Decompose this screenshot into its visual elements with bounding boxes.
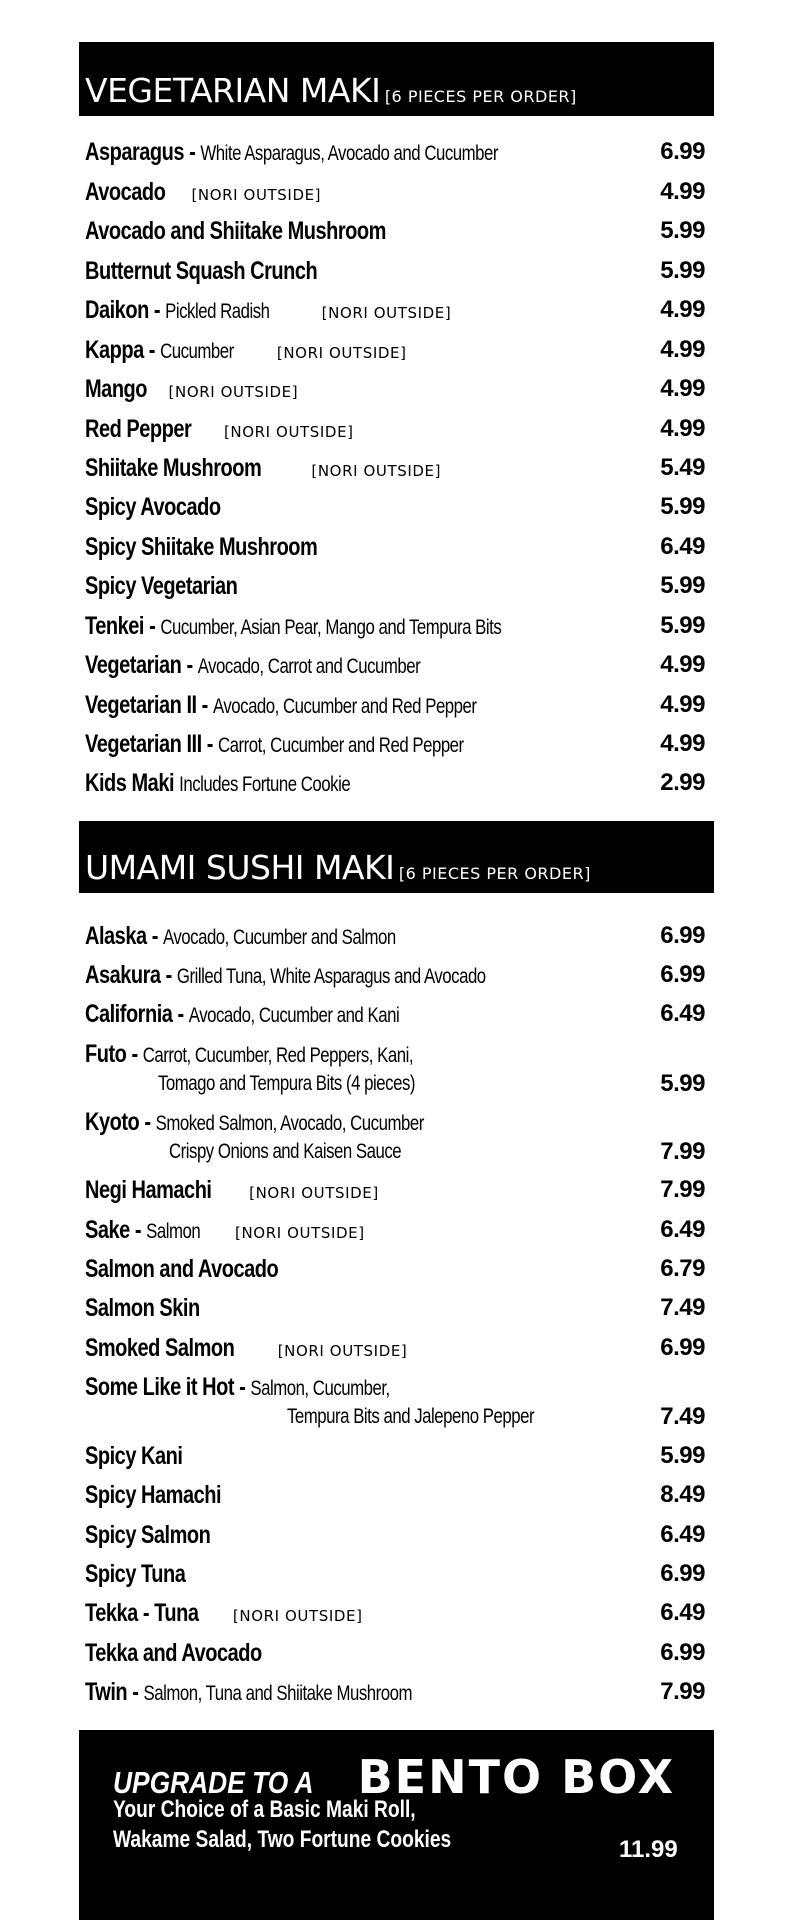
section-title: VEGETARIAN MAKI — [85, 71, 381, 110]
menu-item — [85, 177, 705, 215]
menu-item-name: Vegetarian — [85, 651, 182, 679]
menu-item-price: 7.99 — [660, 1138, 705, 1165]
menu-item — [85, 650, 705, 688]
menu-item-line — [85, 768, 417, 802]
nori-outside-note: [NORI OUTSIDE] — [276, 344, 407, 362]
menu-item-name: Alaska — [85, 922, 147, 950]
menu-item — [85, 1480, 705, 1518]
menu-item-price: 6.99 — [660, 1334, 705, 1361]
menu-item-text — [85, 177, 165, 211]
menu-item-line — [85, 374, 298, 408]
menu-item-line — [85, 1441, 207, 1475]
menu-item-line — [85, 414, 354, 448]
bento-box-panel — [79, 1730, 714, 1920]
menu-item-separator: - — [160, 961, 177, 989]
menu-item-separator: - — [201, 730, 219, 758]
menu-item-name: Asakura — [85, 961, 161, 989]
menu-item-line — [85, 532, 375, 566]
menu-item — [85, 768, 705, 806]
menu-item-description: Salmon — [146, 1220, 201, 1243]
menu-item-description: Tempura Bits and Jalepeno Pepper — [287, 1405, 535, 1428]
menu-item-separator: - — [144, 612, 161, 640]
menu-item-line — [85, 1677, 494, 1711]
menu-item-separator: - — [196, 691, 213, 719]
menu-item-description: Cucumber, Asian Pear, Mango and Tempura Bits — [160, 616, 502, 639]
menu-item-name: Vegetarian III — [85, 730, 202, 758]
menu-item-price: 6.49 — [660, 1521, 705, 1548]
bento-description-text: Your Choice of a Basic Maki Roll, — [113, 1796, 416, 1823]
menu-item-price: 4.99 — [660, 415, 705, 442]
menu-item-line — [85, 1107, 509, 1141]
menu-item — [85, 1293, 705, 1331]
menu-item-text — [85, 1333, 234, 1367]
menu-item-name: Spicy Hamachi — [85, 1481, 222, 1509]
menu-item-text — [85, 1520, 210, 1554]
menu-item-line — [85, 690, 574, 724]
menu-item-name: Spicy Kani — [85, 1442, 183, 1470]
menu-item-price: 6.49 — [660, 1599, 705, 1626]
menu-item-description: Cucumber — [160, 340, 234, 363]
menu-item-description: Grilled Tuna, White Asparagus and Avocado — [176, 965, 486, 988]
menu-item-text — [85, 1175, 212, 1209]
menu-item — [85, 374, 705, 412]
menu-item-line — [85, 1598, 363, 1632]
menu-item-text — [85, 690, 477, 724]
nori-outside-note: [NORI OUTSIDE] — [223, 423, 354, 441]
menu-item-description-line-2 — [158, 1069, 479, 1101]
menu-item-name: Spicy Vegetarian — [85, 572, 238, 600]
menu-item-line — [85, 921, 473, 955]
menu-item — [85, 1107, 705, 1175]
menu-item-name: Shiitake Mushroom — [85, 454, 262, 482]
menu-item-price: 6.99 — [660, 961, 705, 988]
menu-item-name: Spicy Shiitake Mushroom — [85, 533, 318, 561]
menu-item-price: 7.49 — [660, 1403, 705, 1430]
menu-item-price: 5.99 — [660, 1442, 705, 1469]
menu-item-text — [85, 216, 386, 250]
menu-item-text — [85, 374, 147, 408]
menu-item-text — [85, 256, 317, 290]
menu-item-name: California — [85, 1000, 173, 1028]
menu-item-line — [85, 1293, 228, 1327]
menu-item — [85, 1333, 705, 1371]
menu-item-separator: - — [139, 1108, 156, 1136]
bento-description-text: Wakame Salad, Two Fortune Cookies — [113, 1826, 452, 1853]
menu-item-line — [85, 1638, 306, 1672]
menu-item-description: Avocado, Cucumber and Salmon — [162, 926, 396, 949]
umami-sushi-maki-title-row — [85, 848, 591, 887]
menu-item-separator: - — [148, 296, 166, 324]
menu-item-price: 6.99 — [660, 922, 705, 949]
bento-title: BENTO BOX — [357, 1750, 676, 1804]
menu-item-separator: - — [184, 138, 201, 166]
menu-item — [85, 1638, 705, 1676]
menu-item-name: Some Like it Hot — [85, 1373, 235, 1401]
menu-item — [85, 1254, 705, 1292]
menu-item-separator: - — [234, 1373, 251, 1401]
menu-item — [85, 216, 705, 254]
menu-item-line — [85, 729, 558, 763]
nori-outside-note: [NORI OUTSIDE] — [277, 1342, 408, 1360]
menu-item-description: Carrot, Cucumber, Red Peppers, Kani, — [142, 1044, 414, 1067]
menu-item-description: Pickled Radish — [165, 300, 270, 323]
menu-item — [85, 137, 705, 175]
menu-item-name: Avocado and Shiitake Mushroom — [85, 217, 386, 245]
menu-item-price: 5.99 — [660, 1070, 705, 1097]
menu-item-price: 7.99 — [660, 1176, 705, 1203]
menu-item-price: 8.49 — [660, 1481, 705, 1508]
menu-item-description: Avocado, Cucumber and Red Pepper — [212, 695, 477, 718]
menu-item — [85, 256, 705, 294]
nori-outside-note: [NORI OUTSIDE] — [232, 1607, 363, 1625]
menu-item-text — [85, 295, 270, 329]
menu-item — [85, 611, 705, 649]
menu-item-price: 5.99 — [660, 572, 705, 599]
menu-item-name: Vegetarian II — [85, 691, 197, 719]
menu-item — [85, 1598, 705, 1636]
menu-item-description: Avocado, Carrot and Cucumber — [197, 655, 421, 678]
menu-item-description: Avocado, Cucumber and Kani — [188, 1004, 400, 1027]
menu-item-text — [85, 1559, 185, 1593]
menu-item-price: 6.99 — [660, 1639, 705, 1666]
menu-item-separator: - — [127, 1678, 144, 1706]
menu-item-line — [85, 611, 605, 645]
menu-item-line — [85, 453, 441, 487]
menu-item-line — [85, 1254, 327, 1288]
menu-item — [85, 532, 705, 570]
menu-item-price: 4.99 — [660, 336, 705, 363]
menu-item-line — [85, 960, 586, 994]
menu-item-name: Smoked Salmon — [85, 1334, 235, 1362]
menu-item-separator: - — [129, 1216, 147, 1244]
menu-item — [85, 960, 705, 998]
menu-item-line — [85, 335, 407, 369]
menu-item-line — [85, 1520, 242, 1554]
menu-item — [85, 690, 705, 728]
menu-item-line — [85, 650, 504, 684]
umami-sushi-maki-header — [79, 821, 714, 893]
menu-item-name: Twin — [85, 1678, 128, 1706]
menu-item-price: 4.99 — [660, 730, 705, 757]
menu-item-price: 6.79 — [660, 1255, 705, 1282]
menu-item-price: 4.99 — [660, 296, 705, 323]
menu-item-name: Negi Hamachi — [85, 1176, 212, 1204]
menu-item — [85, 1677, 705, 1715]
menu-item-name: Spicy Salmon — [85, 1521, 211, 1549]
menu-item-price: 6.49 — [660, 1216, 705, 1243]
nori-outside-note: [NORI OUTSIDE] — [249, 1184, 379, 1202]
menu-item-text — [85, 1039, 413, 1073]
menu-item-text — [85, 611, 501, 645]
menu-item-price: 7.49 — [660, 1294, 705, 1321]
menu-item-text — [85, 1480, 221, 1514]
menu-item-text — [85, 453, 261, 487]
menu-item — [85, 571, 705, 609]
menu-item-line — [85, 1039, 495, 1073]
menu-item-separator: - — [172, 1000, 189, 1028]
nori-outside-note: [NORI OUTSIDE] — [311, 462, 442, 480]
menu-item-separator: - — [146, 922, 163, 950]
menu-item-description-line-2 — [287, 1402, 596, 1434]
menu-item — [85, 1559, 705, 1597]
menu-item-name: Salmon Skin — [85, 1294, 200, 1322]
menu-item-line — [85, 1372, 466, 1406]
menu-item-price: 7.99 — [660, 1678, 705, 1705]
menu-item-text — [85, 532, 317, 566]
menu-item-text — [85, 492, 221, 526]
menu-item-line — [85, 571, 276, 605]
menu-item — [85, 335, 705, 373]
menu-item-price: 5.99 — [660, 493, 705, 520]
menu-item-description: Includes Fortune Cookie — [179, 773, 351, 796]
menu-item-price: 6.99 — [660, 138, 705, 165]
menu-item-line — [85, 1559, 211, 1593]
menu-item-text — [85, 650, 420, 684]
menu-item — [85, 1215, 705, 1253]
menu-item-text — [85, 1293, 200, 1327]
bento-lead: UPGRADE TO A — [113, 1765, 314, 1800]
menu-item-description: Crispy Onions and Kaisen Sauce — [169, 1140, 402, 1163]
menu-item — [85, 1372, 705, 1440]
menu-item-description-line-2 — [169, 1137, 459, 1169]
menu-item-price: 4.99 — [660, 375, 705, 402]
menu-item — [85, 729, 705, 767]
menu-item-text — [85, 1638, 262, 1672]
menu-item-name: Futo — [85, 1040, 127, 1068]
menu-item-name: Salmon and Avocado — [85, 1255, 279, 1283]
menu-item-name: Daikon — [85, 296, 149, 324]
menu-item-price: 4.99 — [660, 691, 705, 718]
menu-item-text — [85, 960, 486, 994]
menu-item-line — [85, 137, 601, 171]
menu-item-name: Kappa — [85, 336, 144, 364]
menu-item-text — [85, 1677, 412, 1711]
menu-item-price: 5.99 — [660, 612, 705, 639]
menu-item-line — [85, 492, 255, 526]
menu-item-description: Carrot, Cucumber and Red Pepper — [218, 734, 464, 757]
menu-item-line — [85, 177, 321, 211]
menu-item-text — [85, 414, 191, 448]
menu-item-text — [85, 1598, 199, 1632]
menu-item — [85, 414, 705, 452]
menu-item-price: 2.99 — [660, 769, 705, 796]
menu-item-name: Tekka and Avocado — [85, 1639, 262, 1667]
section-title: UMAMI SUSHI MAKI — [85, 848, 395, 887]
menu-item-price: 6.49 — [660, 1000, 705, 1027]
menu-item-text — [85, 335, 234, 369]
menu-item-text — [85, 768, 350, 802]
menu-item-price: 4.99 — [660, 178, 705, 205]
menu-item-name: Avocado — [85, 178, 166, 206]
menu-item — [85, 1441, 705, 1479]
menu-item — [85, 295, 705, 333]
menu-item-text — [85, 1372, 390, 1406]
menu-item-separator: - — [143, 336, 161, 364]
menu-item-text — [85, 1215, 200, 1249]
menu-item-text — [85, 1441, 182, 1475]
menu-item-line — [85, 1333, 407, 1367]
menu-item-name: Sake — [85, 1216, 130, 1244]
menu-item-separator: - — [126, 1040, 143, 1068]
menu-item — [85, 1039, 705, 1107]
menu-item-name: Kyoto — [85, 1108, 140, 1136]
menu-item-line — [85, 1215, 365, 1249]
nori-outside-note: [NORI OUTSIDE] — [191, 186, 322, 204]
menu-item-name: Spicy Avocado — [85, 493, 221, 521]
menu-item — [85, 1175, 705, 1213]
menu-item-price: 6.99 — [660, 1560, 705, 1587]
menu-item-name: Mango — [85, 375, 148, 403]
menu-item-name: Asparagus — [85, 138, 185, 166]
vegetarian-maki-header — [79, 42, 714, 116]
menu-item-price: 5.49 — [660, 454, 705, 481]
menu-item — [85, 1520, 705, 1558]
menu-item-name: Butternut Squash Crunch — [85, 257, 318, 285]
nori-outside-note: [NORI OUTSIDE] — [321, 304, 452, 322]
menu-item-text — [85, 1254, 278, 1288]
menu-item — [85, 492, 705, 530]
menu-item-line — [85, 1175, 379, 1209]
menu-item-name: Red Pepper — [85, 415, 192, 443]
bento-description-line-1 — [113, 1796, 491, 1824]
menu-item-line — [85, 999, 478, 1033]
menu-item — [85, 999, 705, 1037]
menu-item-text — [85, 137, 498, 171]
menu-item-text — [85, 729, 464, 763]
bento-price: 11.99 — [619, 1836, 678, 1863]
menu-item-name: Spicy Tuna — [85, 1560, 186, 1588]
menu-item-text — [85, 921, 396, 955]
section-subtitle: [6 PIECES PER ORDER] — [398, 864, 591, 883]
menu-item-description: Salmon, Cucumber, — [250, 1377, 390, 1400]
menu-item-price: 4.99 — [660, 651, 705, 678]
menu-item-line — [85, 256, 375, 290]
menu-item-description: Salmon, Tuna and Shiitake Mushroom — [143, 1682, 413, 1705]
nori-outside-note: [NORI OUTSIDE] — [168, 383, 299, 401]
menu-item-name: Tekka - Tuna — [85, 1599, 199, 1627]
menu-item-price: 5.99 — [660, 217, 705, 244]
menu-item — [85, 921, 705, 959]
nori-outside-note: [NORI OUTSIDE] — [235, 1224, 365, 1242]
menu-item-name: Tenkei — [85, 612, 144, 640]
menu-item-text — [85, 571, 237, 605]
menu-item-text — [85, 1107, 424, 1141]
vegetarian-maki-title-row — [85, 71, 577, 110]
menu-item — [85, 453, 705, 491]
section-subtitle: [6 PIECES PER ORDER] — [384, 87, 577, 106]
menu-item-description: Smoked Salmon, Avocado, Cucumber — [155, 1112, 424, 1135]
menu-item-description: White Asparagus, Avocado and Cucumber — [200, 142, 498, 165]
menu-item-price: 6.49 — [660, 533, 705, 560]
bento-description-line-2 — [113, 1826, 536, 1854]
menu-item-line — [85, 1480, 255, 1514]
menu-item-name: Kids Maki — [85, 769, 175, 797]
menu-item-separator: - — [181, 651, 198, 679]
menu-item-line — [85, 216, 461, 250]
menu-item-price: 5.99 — [660, 257, 705, 284]
menu-item-description: Tomago and Tempura Bits (4 pieces) — [158, 1072, 415, 1095]
menu-item-line — [85, 295, 451, 329]
menu-item-text — [85, 999, 399, 1033]
